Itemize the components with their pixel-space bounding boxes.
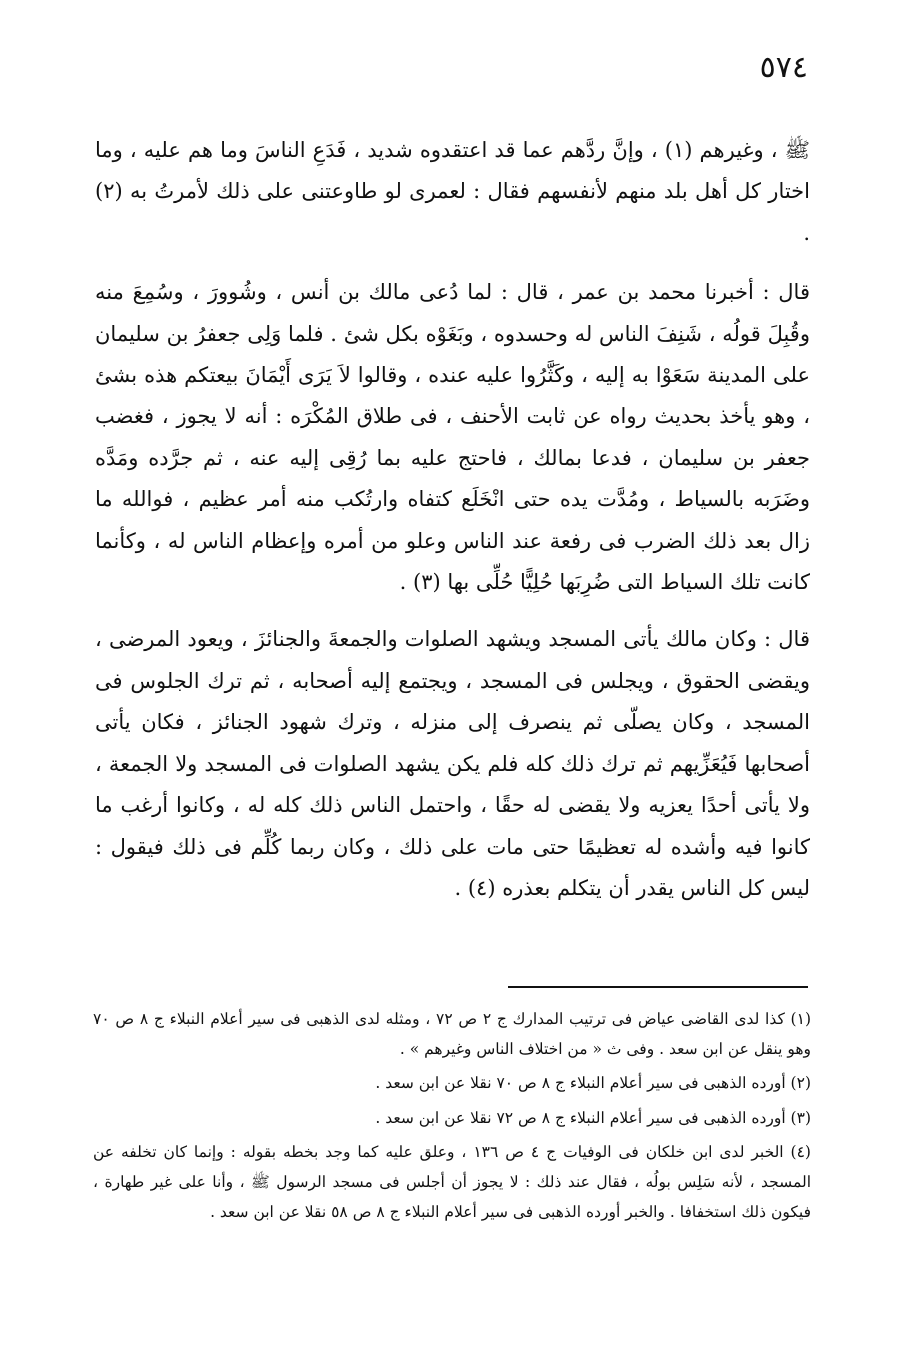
footnote-2: (٢) أورده الذهبى فى سير أعلام النبلاء ج ٨ ص ٧٠ نقلا عن ابن سعد . [375, 1074, 811, 1093]
page-number: ٥٧٤ [759, 50, 808, 85]
footnote-1: (١) كذا لدى القاضى عياض فى ترتيب المدارك ج ٢ ص ٧٢ ، ومثله لدى الذهبى فى سير أعلام النبلاء ج ٨ ص ٧٠ وهو ينقل عن ابن سعد . وفى ث « من اختلاف الناس وغيرهم » . [93, 1010, 811, 1059]
footnote-3: (٣) أورده الذهبى فى سير أعلام النبلاء ج ٨ ص ٧٢ نقلا عن ابن سعد . [375, 1108, 811, 1127]
footnote-4: (٤) الخبر لدى ابن خلكان فى الوفيات ج ٤ ص ١٣٦ ، وعلق عليه كما وجد بخطه بقوله : وإنما كان تخلفه عن المسجد ، لأنه سَلِس بولُه ، فقال عند ذلك : لا يجوز أن أجلس فى مسجد الرسول ﷺ ، وأنا على غير طهارة ، فيكون ذلك استخفافا . والخبر أورده الذهبى فى سير أعلام النبلاء ج ٨ ص ٥٨ نقلا عن ابن سعد . [93, 1142, 811, 1222]
main-text [95, 130, 810, 925]
footnotes [93, 1004, 811, 1227]
paragraph-3: قال : وكان مالك يأتى المسجد ويشهد الصلوات والجمعةَ والجنائزَ ، ويعود المرضى ، ويقضى الحقوق ، ويجلس فى المسجد ، ويجتمع إليه أصحابه ، ثم ترك الجلوس فى المسجد ، وكان يصلّى ثم ينصرف إلى منزله ، وترك شهود الجنائز ، فكان يأتى أصحابها فَيُعَزِّيهم ثم ترك ذلك كله فلم يكن يشهد الصلوات فى المسجد ولا الجمعة ، ولا يأتى أحدًا يعزيه ولا يقضى له حقًا ، واحتمل الناس ذلك كله له ، وكانوا أرغب ما كانوا فيه وأشده له تعظيمًا حتى مات على ذلك ، وكان ربما كُلِّم فى ذلك فيقول : ليس كل الناس يقدر أن يتكلم بعذره (٤) . [95, 627, 810, 900]
paragraph-2: قال : أخبرنا محمد بن عمر ، قال : لما دُعى مالك بن أنس ، وشُوورَ ، وسُمِعَ منه وقُبِلَ قولُه ، شَنِفَ الناس له وحسدوه ، وبَغَوْه بكل شئ . فلما وَلِى جعفرُ بن سليمان على المدينة سَعَوْا به إليه ، وكَثَّرُوا عليه عنده ، وقالوا لاَ يَرَى أَيْمَانَ بيعتكم هذه بشئ ، وهو يأخذ بحديث رواه عن ثابت الأحنف ، فى طلاق المُكْرَه : أنه لا يجوز ، فغضب جعفر بن سليمان ، فدعا بمالك ، فاحتج عليه بما رُقِى إليه عنه ، ثم جرَّده ومَدَّه وضَرَبه بالسياط ، ومُدَّت يده حتى انْخَلَع كتفاه وارتُكب منه أمر عظيم ، فوالله ما زال بعد ذلك الضرب فى رفعة عند الناس وعلو من أمره وإعظام الناس له ، وكأنما كانت تلك السياط التى ضُرِبَها حُلِيًّا حُلِّى بها (٣) . [95, 280, 810, 595]
footnote-separator [508, 986, 808, 988]
paragraph-1: ﷺ ، وغيرهم (١) ، وإنَّ ردَّهم عما قد اعتقدوه شديد ، فَدَعِ الناسَ وما هم عليه ، وما اختار كل أهل بلد منهم لأنفسهم فقال : لعمرى لو طاوعتنى على ذلك لأمرتُ به (٢) . [95, 138, 811, 245]
